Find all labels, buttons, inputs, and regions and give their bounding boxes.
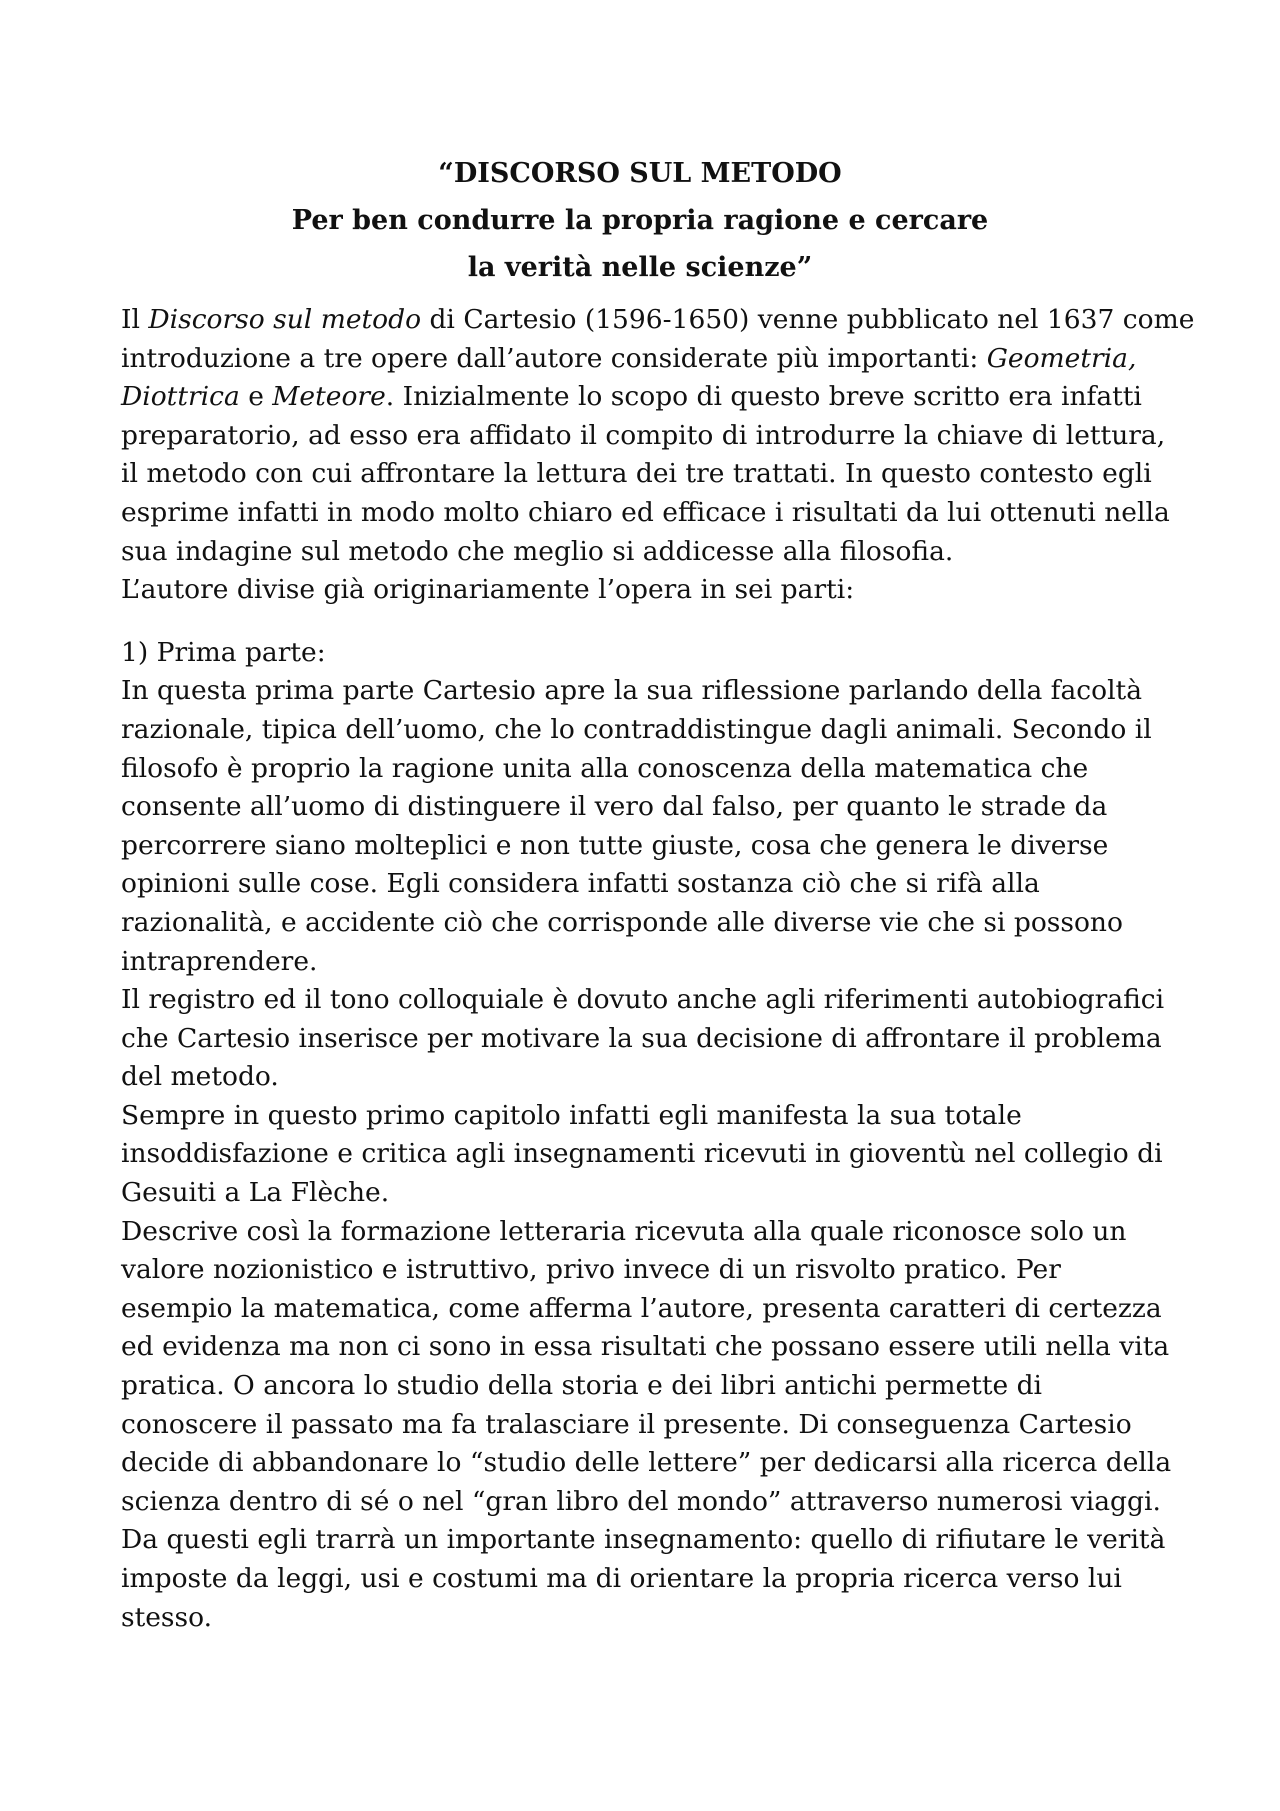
text-line: percorrere siano molteplici e non tutte giuste, cosa che genera le diverse (121, 829, 1109, 861)
text-line: Da questi egli trarrà un importante insegnamento: quello di rifiutare le verità (121, 1524, 1166, 1556)
section-heading: 1) Prima parte: (121, 636, 326, 668)
text-line: filosofo è proprio la ragione unita alla conoscenza della matematica che (121, 752, 1089, 784)
document-body (121, 301, 1195, 1637)
text-line: esprime infatti in modo molto chiaro ed efficace i risultati da lui ottenuti nella (121, 496, 1170, 528)
text-line (121, 340, 1181, 379)
text-line: del metodo. (121, 1061, 279, 1093)
text-line: razionale, tipica dell’uomo, che lo contraddistingue dagli animali. Secondo il (121, 713, 1152, 745)
text-line: che Cartesio inserisce per motivare la sua decisione di affrontare il problema (121, 1022, 1162, 1054)
text-line: Sempre in questo primo capitolo infatti egli manifesta la sua totale (121, 1099, 1022, 1131)
text-line: pratica. O ancora lo studio della storia e dei libri antichi permette di (121, 1370, 1043, 1402)
italic-title: Geometria, (986, 342, 1137, 374)
text-line: conoscere il passato ma fa tralasciare il presente. Di conseguenza Cartesio (121, 1408, 1132, 1440)
text-line: valore nozionistico e istruttivo, privo invece di un risvolto pratico. Per (121, 1254, 1061, 1286)
title-line-1: “DISCORSO SUL METODO (438, 158, 842, 189)
text-line: preparatorio, ad esso era affidato il compito di introdurre la chiave di lettura, (121, 419, 1166, 451)
text-line: L’autore divise già originariamente l’opera in sei parti: (121, 574, 855, 606)
text-line: razionalità, e accidente ciò che corrisponde alle diverse vie che si possono (121, 906, 1123, 938)
text-run: introduzione a tre opere dall’autore considerate più importanti: (121, 342, 987, 374)
intro-paragraph (121, 301, 1195, 610)
text-run: di Cartesio (1596-1650) venne pubblicato nel 1637 come (421, 304, 1195, 335)
text-line: stesso. (121, 1601, 213, 1633)
title-line-3: la verità nelle scienze” (467, 252, 813, 283)
text-line: il metodo con cui affrontare la lettura dei tre trattati. In questo contesto egli (121, 458, 1152, 490)
text-line: sua indagine sul metodo che meglio si addicesse alla filosofia. (121, 535, 954, 567)
paragraph-gap (121, 610, 1181, 634)
text-line: insoddisfazione e critica agli insegnamenti ricevuti in gioventù nel collegio di (121, 1138, 1163, 1170)
document-title (120, 150, 1160, 291)
text-line: opinioni sulle cose. Egli considera infatti sostanza ciò che si rifà alla (121, 868, 1040, 900)
text-line (121, 301, 1195, 340)
text-line: intraprendere. (121, 945, 318, 977)
section-prima-parte (121, 634, 1181, 1637)
text-run: Il (121, 304, 149, 335)
text-line (121, 378, 1181, 417)
text-line: Gesuiti a La Flèche. (121, 1177, 390, 1209)
text-line: Descrive così la formazione letteraria ricevuta alla quale riconosce solo un (121, 1215, 1127, 1247)
text-line: esempio la matematica, come afferma l’autore, presenta caratteri di certezza (121, 1292, 1162, 1324)
text-line: imposte da leggi, usi e costumi ma di orientare la propria ricerca verso lui (121, 1563, 1122, 1594)
italic-title: Meteore (272, 381, 386, 413)
text-line: consente all’uomo di distinguere il vero dal falso, per quanto le strade da (121, 791, 1108, 823)
title-line-2: Per ben condurre la propria ragione e cercare (291, 205, 989, 236)
italic-title: Diottrica (121, 381, 240, 413)
text-line: In questa prima parte Cartesio apre la sua riflessione parlando della facoltà (121, 675, 1143, 707)
text-line: scienza dentro di sé o nel “gran libro del mondo” attraverso numerosi viaggi. (121, 1485, 1161, 1517)
text-run: e (239, 381, 273, 413)
text-run: . Inizialmente lo scopo di questo breve scritto era infatti (385, 381, 1142, 413)
text-line: Il registro ed il tono colloquiale è dovuto anche agli riferimenti autobiografici (121, 984, 1165, 1016)
italic-title: Discorso sul metodo (148, 304, 422, 335)
text-line: ed evidenza ma non ci sono in essa risultati che possano essere utili nella vita (121, 1331, 1170, 1363)
text-line: decide di abbandonare lo “studio delle lettere” per dedicarsi alla ricerca della (121, 1447, 1172, 1479)
